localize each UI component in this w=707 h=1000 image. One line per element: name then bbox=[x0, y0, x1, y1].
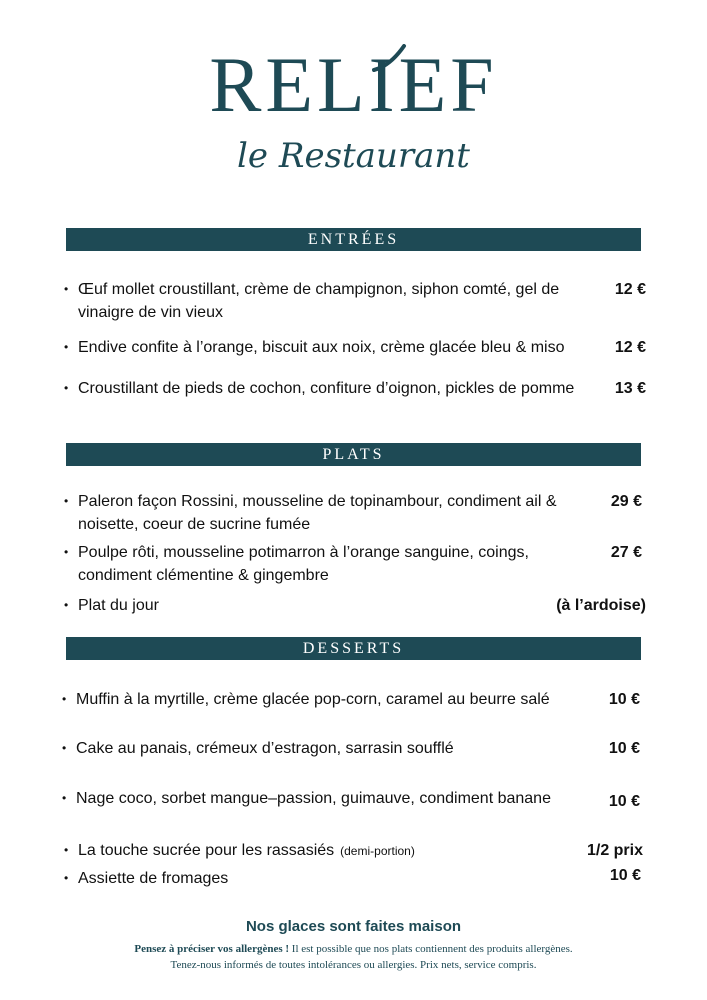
bullet-icon: • bbox=[64, 494, 69, 508]
bullet-icon: • bbox=[64, 871, 69, 885]
item-price: 10 € bbox=[609, 867, 641, 884]
item-price: 27 € bbox=[610, 544, 642, 561]
allergen-rest: Il est possible que nos plats contiennent des produits allergènes. bbox=[291, 943, 573, 955]
section-header-desserts: DESSERTS bbox=[66, 637, 641, 660]
bullet-icon: • bbox=[62, 692, 67, 706]
item-name: Cake au panais, crémeux d’estragon, sarrasin soufflé bbox=[76, 740, 454, 757]
item-name: Assiette de fromages bbox=[78, 870, 229, 887]
item-name: Poulpe rôti, mousseline potimarron à l’orange sanguine, coings, condiment clémentine & gingembre bbox=[78, 544, 529, 584]
logo-subtitle: le Restaurant bbox=[237, 136, 470, 176]
item-price: 1/2 prix bbox=[586, 842, 643, 859]
bullet-icon: • bbox=[62, 741, 67, 755]
allergen-notice bbox=[0, 941, 707, 973]
item-name: Croustillant de pieds de cochon, confiture d’oignon, pickles de pomme bbox=[78, 380, 575, 397]
item-name: Endive confite à l’orange, biscuit aux noix, crème glacée bleu & miso bbox=[78, 339, 565, 356]
section-header-plats: PLATS bbox=[66, 443, 641, 466]
item-name: Muffin à la myrtille, crème glacée pop-corn, caramel au beurre salé bbox=[76, 691, 550, 708]
item-note: (demi-portion) bbox=[340, 844, 415, 858]
section-header-entrees: ENTRÉES bbox=[66, 228, 641, 251]
bullet-icon: • bbox=[62, 791, 67, 805]
item-name: Œuf mollet croustillant, crème de champignon, siphon comté, gel de vinaigre de vin vieux bbox=[78, 281, 560, 321]
logo-swoosh-icon bbox=[370, 44, 410, 74]
bullet-icon: • bbox=[64, 340, 69, 354]
item-name-text: La touche sucrée pour les rassasiés bbox=[78, 842, 335, 859]
bullet-icon: • bbox=[64, 843, 69, 857]
bullet-icon: • bbox=[64, 381, 69, 395]
item-name: Paleron façon Rossini, mousseline de topinambour, condiment ail & noisette, coeur de sucrine fumée bbox=[78, 493, 557, 533]
bullet-icon: • bbox=[64, 598, 69, 612]
item-name: Plat du jour bbox=[78, 597, 159, 614]
item-price: 12 € bbox=[614, 339, 646, 356]
item-price: 12 € bbox=[614, 281, 646, 298]
allergen-lead: Pensez à préciser vos allergènes ! bbox=[134, 943, 290, 955]
allergen-line-2: Tenez-nous informés de toutes intolérances ou allergies. Prix nets, service compris. bbox=[170, 959, 537, 971]
item-price: 13 € bbox=[614, 380, 646, 397]
restaurant-logo bbox=[0, 40, 707, 176]
item-price: 10 € bbox=[608, 793, 640, 810]
item-price: (à l’ardoise) bbox=[556, 597, 646, 614]
logo-wordmark: RELIEF bbox=[209, 41, 498, 128]
item-name bbox=[78, 839, 588, 863]
bullet-icon: • bbox=[64, 282, 69, 296]
item-price: 29 € bbox=[610, 493, 642, 510]
item-price: 10 € bbox=[608, 691, 640, 708]
item-name: Nage coco, sorbet mangue–passion, guimauve, condiment banane bbox=[76, 790, 551, 807]
item-price: 10 € bbox=[608, 740, 640, 757]
footer-title: Nos glaces sont faites maison bbox=[245, 918, 462, 935]
allergen-line-1 bbox=[0, 941, 707, 957]
bullet-icon: • bbox=[64, 545, 69, 559]
